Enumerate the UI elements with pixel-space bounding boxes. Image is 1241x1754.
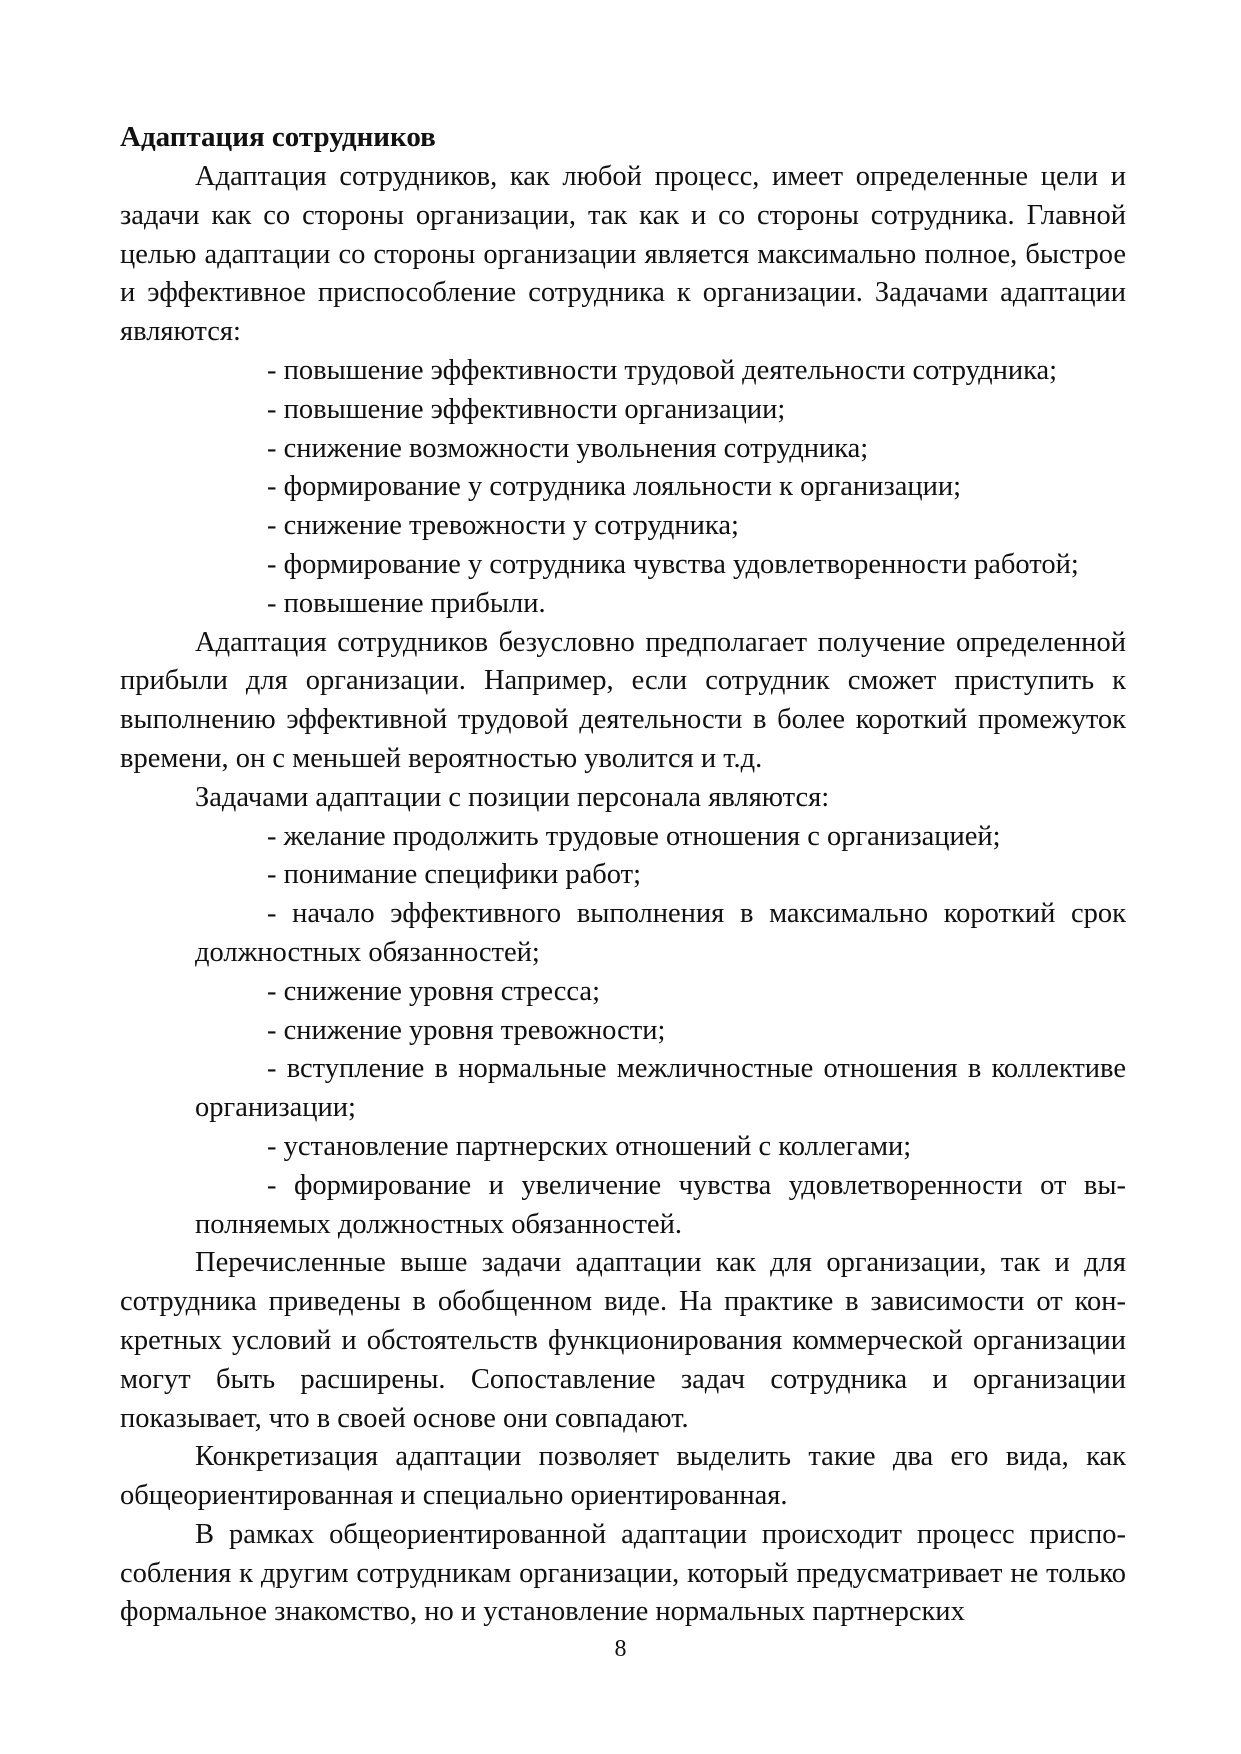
- list-item: - формирование и увеличение чувства удовлетворенности от выполняемых должностных обязанностей.: [195, 1169, 1126, 1240]
- staff-tasks-intro: Задачами адаптации с позиции персонала являются:: [195, 781, 830, 813]
- list-item: - повышение прибыли.: [267, 587, 546, 619]
- profit-paragraph: Адаптация сотрудников безусловно предполагает получение определенной прибыли для организации. Например, если сотрудник сможет приступить к выполнению эффективной трудовой деятельности в более короткий промежуток времени, он с меньшей вероятностью уволится и т.д.: [120, 626, 1126, 774]
- list-item: - формирование у сотрудника лояльности к организации;: [267, 471, 962, 503]
- list-item: - снижение тревожности у сотрудника;: [267, 510, 739, 542]
- types-paragraph: Конкретизация адаптации позволяет выделить такие два его вида, как общеориентированная и специально ориентированная.: [120, 1441, 1126, 1512]
- intro-paragraph: Адаптация сотрудников, как любой процесс, имеет определенные цели и задачи как со стороны организации, так как и со стороны сотрудника. Главной целью адаптации со стороны организации является максимально полное, быстрое и эффективное приспособление сотрудника к организации. Задачами адаптации являются:: [120, 161, 1126, 348]
- summary-paragraph: Перечисленные выше задачи адаптации как для организации, так и для сотрудника приведены в обобщенном виде. На практике в зависимости от конкретных условий и обстоятельств функционирования коммерческой организации могут быть расширены. Сопоставление задач сотрудника и организации показывает, что в своей основе они совпадают.: [120, 1247, 1126, 1434]
- list-item: - понимание специфики работ;: [267, 859, 642, 891]
- section-heading: Адаптация сотрудников: [120, 121, 436, 153]
- list-item: - желание продолжить трудовые отношения с организацией;: [267, 820, 1001, 852]
- staff-tasks-list: [120, 818, 1126, 1245]
- list-item: - снижение возможности увольнения сотрудника;: [267, 432, 869, 464]
- list-item: - формирование у сотрудника чувства удовлетворенности работой;: [267, 548, 1079, 580]
- page-number: 8: [614, 1636, 627, 1662]
- list-item: - снижение уровня стресса;: [267, 975, 600, 1007]
- list-item: - начало эффективного выполнения в максимально короткий срок должностных обязанностей;: [195, 898, 1126, 968]
- list-item: - вступление в нормальные межличностные отношения в коллективе организации;: [195, 1053, 1126, 1124]
- org-tasks-list: [120, 352, 1126, 624]
- list-item: - установление партнерских отношений с коллегами;: [267, 1130, 912, 1162]
- general-adaptation-paragraph: В рамках общеориентированной адаптации происходит процесс приспособления к другим сотрудникам организации, который предусматривает не только формальное знакомство, но и установление нормальных партнерских: [120, 1518, 1126, 1628]
- list-item: - повышение эффективности трудовой деятельности сотрудника;: [267, 354, 1058, 386]
- list-item: - снижение уровня тревожности;: [267, 1014, 666, 1046]
- list-item: - повышение эффективности организации;: [267, 393, 786, 425]
- document-page: [120, 118, 1126, 1632]
